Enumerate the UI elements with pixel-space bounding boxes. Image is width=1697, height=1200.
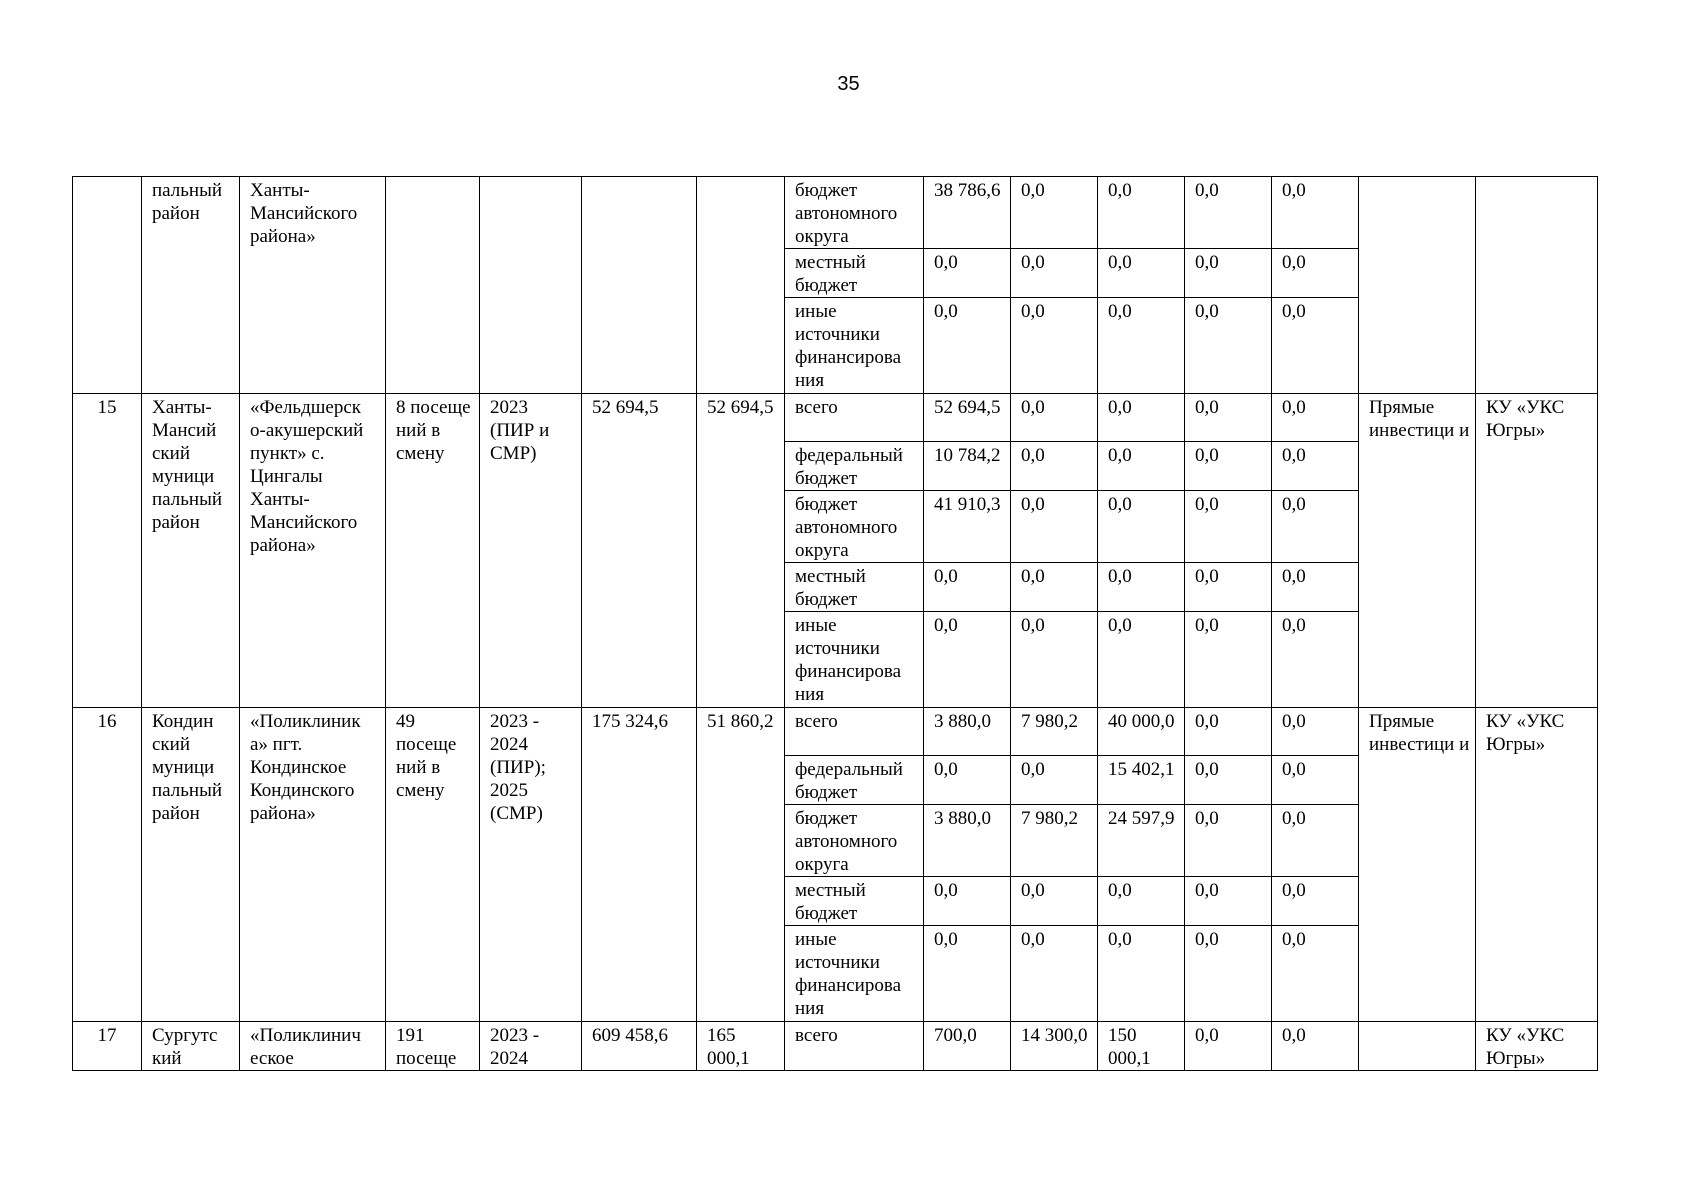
cell-total-cost: 175 324,6 (582, 708, 697, 1022)
cell-amount: 0,0 (924, 877, 1011, 926)
cell-amount: 0,0 (1098, 442, 1185, 491)
cell-amount: 0,0 (1011, 442, 1098, 491)
cell-municipality: Ханты-Мансий ский муници пальный район (142, 394, 240, 708)
cell-remaining: 52 694,5 (697, 394, 785, 708)
cell-amount: 0,0 (1272, 491, 1359, 563)
cell-funding-source: иные источники финансирова ния (785, 612, 924, 708)
cell-object: «Поликлиник а» пгт. Кондинское Кондинского района» (240, 708, 386, 1022)
cell-amount: 0,0 (1185, 756, 1272, 805)
cell-amount: 0,0 (1011, 491, 1098, 563)
cell-customer: КУ «УКС Югры» (1476, 708, 1598, 1022)
cell-remaining: 51 860,2 (697, 708, 785, 1022)
cell-amount: 0,0 (1098, 177, 1185, 249)
cell-amount: 0,0 (1098, 877, 1185, 926)
cell-funding-source: всего (785, 708, 924, 756)
cell-amount: 0,0 (1272, 805, 1359, 877)
cell-customer: КУ «УКС Югры» (1476, 394, 1598, 708)
cell-amount: 150 000,1 (1098, 1022, 1185, 1071)
cell-period: 2023 - 2024 (480, 1022, 582, 1071)
cell-amount: 10 784,2 (924, 442, 1011, 491)
cell-amount: 0,0 (1185, 491, 1272, 563)
cell-funding-source: федеральный бюджет (785, 756, 924, 805)
cell-amount: 0,0 (1098, 491, 1185, 563)
cell-capacity: 49 посеще ний в смену (386, 708, 480, 1022)
table-row (73, 708, 1598, 756)
cell-amount: 0,0 (1185, 612, 1272, 708)
cell-amount: 0,0 (1098, 394, 1185, 442)
cell-period: 2023 (ПИР и СМР) (480, 394, 582, 708)
cell-total-cost: 52 694,5 (582, 394, 697, 708)
cell-funding-source: местный бюджет (785, 249, 924, 298)
cell-object: Ханты-Мансийского района» (240, 177, 386, 394)
cell-customer (1476, 177, 1598, 394)
cell-funding-source: бюджет автономного округа (785, 805, 924, 877)
cell-period (480, 177, 582, 394)
cell-amount: 0,0 (1272, 177, 1359, 249)
cell-funding-source: местный бюджет (785, 877, 924, 926)
cell-amount: 0,0 (924, 563, 1011, 612)
cell-total-cost (582, 177, 697, 394)
cell-amount: 0,0 (1185, 805, 1272, 877)
table-row (73, 1022, 1598, 1071)
cell-amount: 0,0 (1011, 756, 1098, 805)
cell-amount: 24 597,9 (1098, 805, 1185, 877)
cell-period: 2023 - 2024 (ПИР); 2025 (СМР) (480, 708, 582, 1022)
cell-capacity: 8 посеще ний в смену (386, 394, 480, 708)
cell-amount: 14 300,0 (1011, 1022, 1098, 1071)
cell-customer: КУ «УКС Югры» (1476, 1022, 1598, 1071)
cell-amount: 0,0 (1272, 249, 1359, 298)
cell-remaining: 165 000,1 (697, 1022, 785, 1071)
table-row (73, 394, 1598, 442)
cell-amount: 0,0 (1011, 298, 1098, 394)
cell-total-cost: 609 458,6 (582, 1022, 697, 1071)
cell-municipality: Кондин ский муници пальный район (142, 708, 240, 1022)
cell-amount: 0,0 (1011, 177, 1098, 249)
cell-amount: 0,0 (1011, 612, 1098, 708)
cell-amount: 0,0 (1185, 394, 1272, 442)
cell-amount: 0,0 (1185, 298, 1272, 394)
cell-amount: 0,0 (1098, 249, 1185, 298)
cell-amount: 7 980,2 (1011, 708, 1098, 756)
cell-amount: 0,0 (1011, 563, 1098, 612)
cell-amount: 0,0 (1272, 442, 1359, 491)
cell-amount: 0,0 (1272, 612, 1359, 708)
cell-amount: 0,0 (1185, 563, 1272, 612)
page-number: 35 (837, 73, 860, 95)
cell-amount: 0,0 (1185, 442, 1272, 491)
cell-amount: 40 000,0 (1098, 708, 1185, 756)
cell-num (73, 177, 142, 394)
cell-amount: 0,0 (1098, 563, 1185, 612)
cell-object: «Поликлинич еское (240, 1022, 386, 1071)
cell-amount: 0,0 (924, 612, 1011, 708)
cell-amount: 700,0 (924, 1022, 1011, 1071)
cell-funding-source: иные источники финансирова ния (785, 298, 924, 394)
cell-amount: 0,0 (1011, 394, 1098, 442)
cell-amount: 0,0 (1272, 298, 1359, 394)
cell-amount: 0,0 (1272, 756, 1359, 805)
cell-mechanism: Прямые инвестици и (1359, 394, 1476, 708)
cell-amount: 0,0 (924, 249, 1011, 298)
cell-amount: 15 402,1 (1098, 756, 1185, 805)
cell-amount: 0,0 (1011, 877, 1098, 926)
cell-amount: 0,0 (924, 926, 1011, 1022)
cell-amount: 52 694,5 (924, 394, 1011, 442)
cell-num: 17 (73, 1022, 142, 1071)
cell-amount: 0,0 (1272, 708, 1359, 756)
cell-amount: 0,0 (1098, 926, 1185, 1022)
cell-remaining (697, 177, 785, 394)
table-row (73, 177, 1598, 249)
cell-amount: 0,0 (1185, 926, 1272, 1022)
cell-num: 15 (73, 394, 142, 708)
cell-amount: 0,0 (1272, 394, 1359, 442)
cell-funding-source: иные источники финансирова ния (785, 926, 924, 1022)
cell-amount: 0,0 (1098, 298, 1185, 394)
investment-table (72, 176, 1598, 1071)
cell-object: «Фельдшерск о-акушерский пункт» с. Цингалы Ханты-Мансийского района» (240, 394, 386, 708)
cell-amount: 0,0 (1272, 926, 1359, 1022)
cell-funding-source: бюджет автономного округа (785, 491, 924, 563)
cell-amount: 38 786,6 (924, 177, 1011, 249)
cell-capacity (386, 177, 480, 394)
cell-amount: 0,0 (1272, 877, 1359, 926)
cell-amount: 0,0 (1185, 877, 1272, 926)
cell-funding-source: всего (785, 1022, 924, 1071)
cell-amount: 0,0 (1098, 612, 1185, 708)
cell-amount: 3 880,0 (924, 805, 1011, 877)
cell-amount: 0,0 (1011, 926, 1098, 1022)
cell-funding-source: бюджет автономного округа (785, 177, 924, 249)
cell-amount: 0,0 (1272, 1022, 1359, 1071)
cell-funding-source: федеральный бюджет (785, 442, 924, 491)
cell-mechanism (1359, 177, 1476, 394)
cell-municipality: пальный район (142, 177, 240, 394)
cell-amount: 0,0 (1185, 708, 1272, 756)
cell-amount: 0,0 (924, 756, 1011, 805)
cell-municipality: Сургутс кий (142, 1022, 240, 1071)
cell-amount: 3 880,0 (924, 708, 1011, 756)
cell-amount: 41 910,3 (924, 491, 1011, 563)
cell-amount: 0,0 (1185, 249, 1272, 298)
cell-mechanism (1359, 1022, 1476, 1071)
cell-capacity: 191 посеще (386, 1022, 480, 1071)
cell-amount: 7 980,2 (1011, 805, 1098, 877)
cell-amount: 0,0 (1011, 249, 1098, 298)
cell-funding-source: всего (785, 394, 924, 442)
cell-amount: 0,0 (1185, 177, 1272, 249)
cell-amount: 0,0 (1272, 563, 1359, 612)
cell-mechanism: Прямые инвестици и (1359, 708, 1476, 1022)
cell-funding-source: местный бюджет (785, 563, 924, 612)
cell-amount: 0,0 (924, 298, 1011, 394)
cell-num: 16 (73, 708, 142, 1022)
cell-amount: 0,0 (1185, 1022, 1272, 1071)
